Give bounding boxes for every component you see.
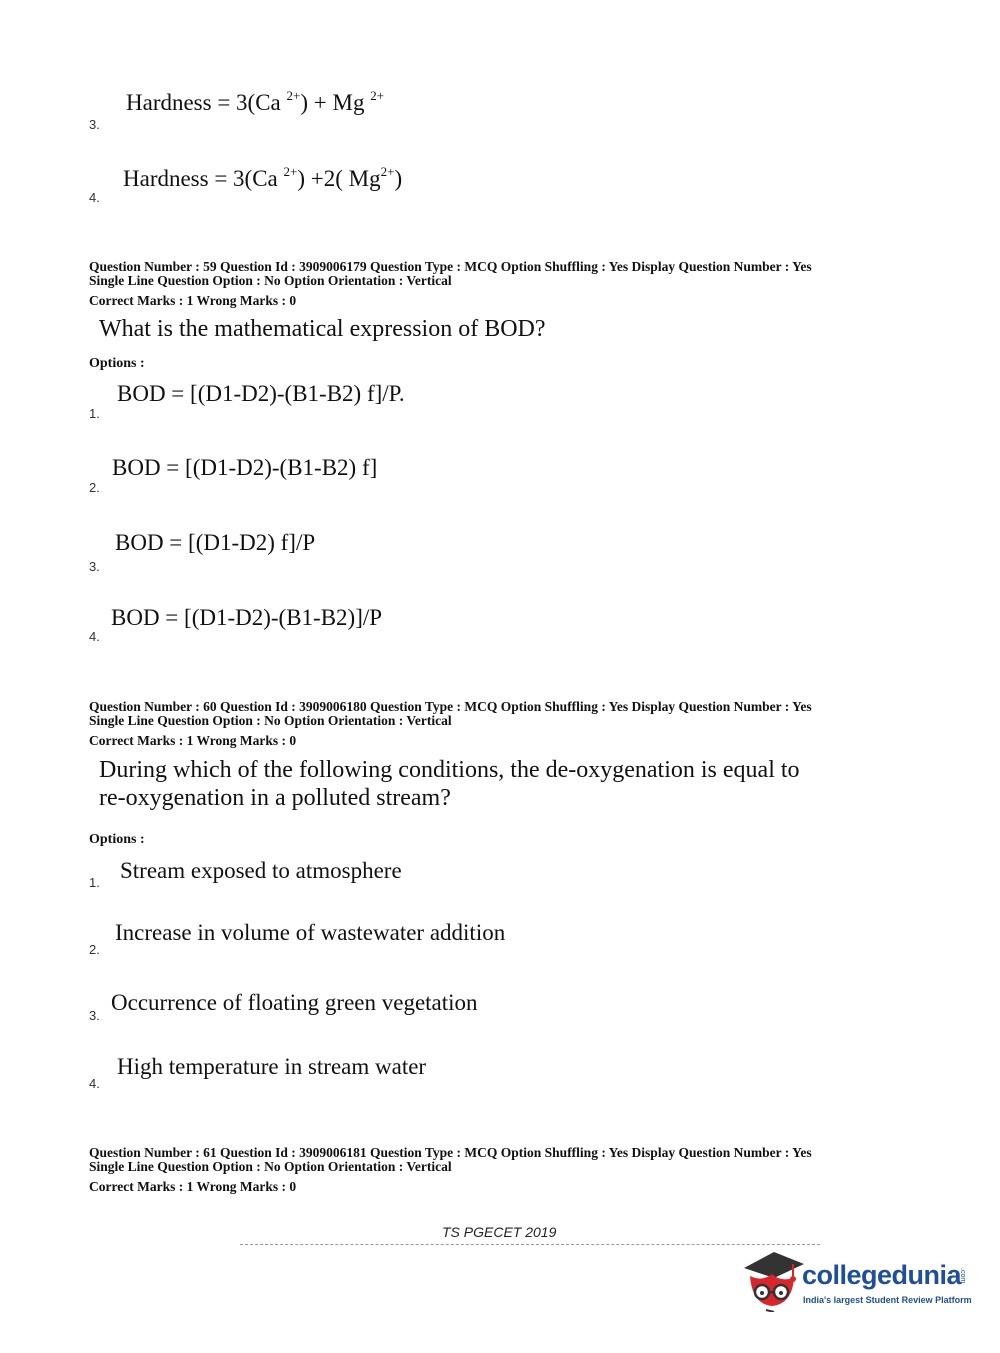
question-meta-line2: Single Line Question Option : No Option Orientation : Vertical — [89, 713, 452, 728]
question-marks: Correct Marks : 1 Wrong Marks : 0 — [89, 733, 297, 748]
question-text-line1: During which of the following conditions, the de-oxygenation is equal to — [99, 757, 800, 783]
exam-name-footer: TS PGECET 2019 — [442, 1224, 557, 1240]
collegedunia-logo — [740, 1246, 980, 1326]
brand-tagline: India's largest Student Review Platform — [803, 1295, 972, 1305]
option-number: 2. — [89, 480, 100, 495]
brand-name: collegedunia — [802, 1260, 962, 1290]
mascot-icon — [740, 1246, 806, 1312]
question-text: What is the mathematical expression of BOD? — [99, 316, 546, 342]
option-number: 1. — [89, 875, 100, 890]
question-marks: Correct Marks : 1 Wrong Marks : 0 — [89, 293, 297, 308]
option-number: 3. — [89, 1008, 100, 1023]
options-label: Options : — [89, 832, 145, 847]
footer-divider — [240, 1244, 820, 1245]
options-label: Options : — [89, 356, 145, 371]
option-2-text: Increase in volume of wastewater addition — [115, 920, 506, 945]
question-meta-line1: Question Number : 60 Question Id : 3909006180 Question Type : MCQ Option Shuffling : Yes Display Question Number : Yes — [89, 699, 812, 714]
option-number: 2. — [89, 942, 100, 957]
option-4-text: BOD = [(D1-D2)-(B1-B2)]/P — [111, 605, 383, 630]
option-number: 4. — [89, 190, 100, 205]
question-marks: Correct Marks : 1 Wrong Marks : 0 — [89, 1179, 297, 1194]
question-meta-line2: Single Line Question Option : No Option Orientation : Vertical — [89, 1159, 452, 1174]
option-number: 4. — [89, 1076, 100, 1091]
question-meta-line2: Single Line Question Option : No Option Orientation : Vertical — [89, 273, 452, 288]
option-2-text: BOD = [(D1-D2)-(B1-B2) f] — [112, 455, 378, 480]
option-3-text: BOD = [(D1-D2) f]/P — [115, 530, 316, 555]
question-meta-line1: Question Number : 59 Question Id : 3909006179 Question Type : MCQ Option Shuffling : Yes Display Question Number : Yes — [89, 259, 812, 274]
option-number: 1. — [89, 406, 100, 421]
option-number: 4. — [89, 629, 100, 644]
option-3-text: Occurrence of floating green vegetation — [111, 990, 478, 1015]
prev-option-4-text: Hardness = 3(Ca $^{2+}$) +2( $Mg^{2+}$) — [123, 164, 403, 191]
question-meta-line1: Question Number : 61 Question Id : 3909006181 Question Type : MCQ Option Shuffling : Yes Display Question Number : Yes — [89, 1145, 812, 1160]
prev-option-3-text: Hardness = 3(Ca $^{2+}$) + Mg $^{2+}$ — [126, 88, 385, 115]
option-number: 3. — [89, 117, 100, 132]
option-1-text: BOD = [(D1-D2)-(B1-B2) f]/P. — [117, 381, 405, 406]
option-4-text: High temperature in stream water — [117, 1054, 427, 1079]
question-text-line2: re-oxygenation in a polluted stream? — [99, 785, 451, 811]
option-1-text: Stream exposed to atmosphere — [120, 858, 402, 883]
option-number: 3. — [89, 559, 100, 574]
brand-tld: .com — [959, 1268, 966, 1284]
